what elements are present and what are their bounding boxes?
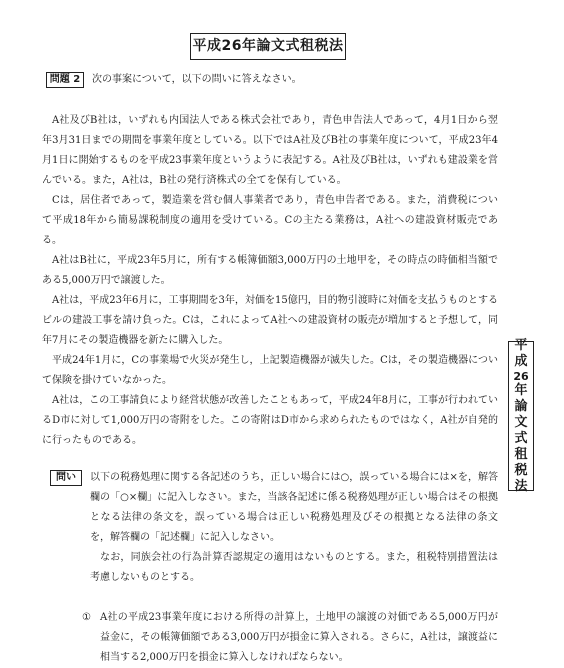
side-tab-char: 税 [514, 462, 528, 478]
side-tab-char: 式 [514, 430, 528, 446]
page-title: 平成26年論文式租税法 [190, 33, 346, 60]
side-tab [508, 337, 534, 494]
question-instruction: 次の事案について，以下の問いに答えなさい。 [92, 74, 302, 85]
task-body [90, 468, 498, 588]
task-label: 問い [50, 470, 82, 486]
list-item [82, 608, 498, 668]
paragraph: A社は，平成23年6月に，工事期間を3年，対価を15億円，目的物引渡時に対価を支払うものとするビルの建設工事を請け負った。Cは，これによってA社への建設資材の販売が増加すると予想して，同年7月にその製造機器を新たに購入した。 [42, 295, 498, 346]
case-description [42, 111, 498, 451]
side-tab-char: 文 [514, 414, 528, 430]
side-tab-char: 成 [514, 353, 528, 369]
question-label: 問題 2 [46, 72, 84, 88]
paragraph: A社及びB社は，いずれも内国法人である株式会社であり，青色申告法人であって，4月1日から翌年3月31日までの期間を事業年度としている。以下ではA社及びB社の事業年度について，平成23年4月1日に開始するものを平成23事業年度というように表記する。A社及びB社は，いずれも建設業を営んでいる。また，A社は，B社の発行済株式の全てを保有している。 [42, 115, 498, 186]
paragraph: A社はB社に，平成23年5月に，所有する帳簿価額3,000万円の土地甲を，その時点の時価相当額である5,000万円で譲渡した。 [42, 255, 498, 286]
paragraph: 平成24年1月に，Cの事業場で火災が発生し，上記製造機器が滅失した。Cは，その製造機器について保険を掛けていなかった。 [42, 355, 498, 386]
side-tab-char: 論 [514, 398, 528, 414]
side-tab-char: 法 [514, 478, 528, 494]
side-tab-char: 平 [514, 337, 528, 353]
side-tab-char: 租 [514, 446, 528, 462]
item-text: A社の平成23事業年度における所得の計算上，土地甲の譲渡の対価である5,000万円が益金に，その帳簿価額である3,000万円が損金に算入される。さらに，A社は，譲渡益に相当する2,000万円を損金に算入しなければならない。 [100, 612, 498, 663]
task-text: 以下の税務処理に関する各記述のうち，正しい場合には○，誤っている場合には×を，解答欄の「○×欄」に記入しなさい。また，当該各記述に係る税務処理が正しい場合はその根拠となる法律の条文を，誤っている場合は正しい税務処理及びその根拠となる法律の条文を，解答欄の「記述欄」に記入しなさい。 [90, 472, 498, 543]
paragraph: A社は，この工事請負により経営状態が改善したこともあって，平成24年8月に，工事が行われているD市に対して1,000万円の寄附をした。この寄附はD市から求められたものではなく，A社が自発的に行ったものである。 [42, 395, 499, 446]
task-note: なお，同族会社の行為計算否認規定の適用はないものとする。また，租税特別措置法は考慮しないものとする。 [90, 552, 498, 583]
paragraph: Cは，居住者であって，製造業を営む個人事業者であり，青色申告者である。また，消費税について平成18年から簡易課税制度の適用を受けている。Cの主たる業務は，A社への建設資材販売である。 [42, 195, 498, 246]
side-tab-char: 26 [513, 369, 529, 383]
item-number: ① [82, 612, 91, 623]
side-tab-char: 年 [514, 382, 528, 398]
